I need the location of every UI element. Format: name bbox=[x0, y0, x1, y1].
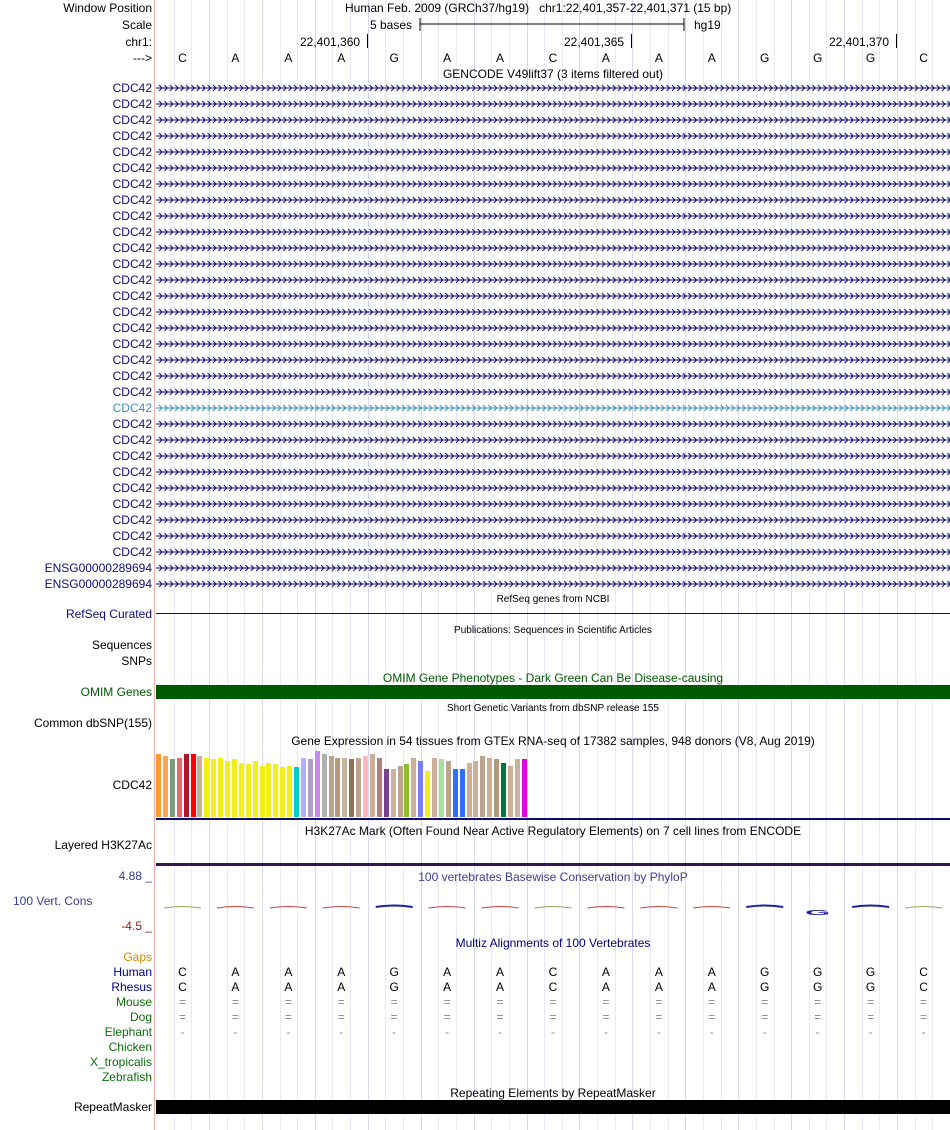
refseq-track-title: RefSeq genes from NCBI bbox=[496, 594, 610, 605]
gencode-transcript-line[interactable] bbox=[156, 451, 950, 461]
gencode-transcript-line[interactable] bbox=[156, 179, 950, 189]
tick-label-2: 22,401,365 bbox=[564, 35, 625, 49]
gtex-tissue-bar[interactable] bbox=[315, 751, 320, 817]
gtex-tissue-bar[interactable] bbox=[225, 761, 230, 817]
gtex-tissue-bar[interactable] bbox=[197, 756, 202, 817]
multiz-elephant-base: - bbox=[339, 1025, 344, 1039]
phylop-glyph bbox=[482, 907, 519, 909]
label-divider bbox=[154, 0, 155, 1130]
gtex-tissue-bar[interactable] bbox=[184, 754, 189, 817]
multiz-elephant-base: - bbox=[762, 1025, 767, 1039]
multiz-mouse-base: = bbox=[178, 995, 186, 1009]
gencode-transcript-line[interactable] bbox=[156, 211, 950, 221]
pubs-sequences-label[interactable]: Sequences bbox=[91, 638, 152, 652]
gtex-tissue-bar[interactable] bbox=[211, 759, 216, 817]
gencode-transcript-line[interactable] bbox=[156, 467, 950, 477]
ruler-base: A bbox=[443, 51, 452, 65]
pubs-snps-label[interactable]: SNPs bbox=[121, 654, 152, 668]
gencode-item-label[interactable]: CDC42 bbox=[112, 257, 152, 271]
gtex-tissue-bar[interactable] bbox=[363, 756, 368, 817]
gtex-tissue-bar[interactable] bbox=[439, 759, 444, 817]
gencode-item-label[interactable]: CDC42 bbox=[112, 337, 152, 351]
gencode-track-title: GENCODE V49lift37 (3 items filtered out) bbox=[442, 67, 664, 81]
multiz-mouse-base: = bbox=[602, 995, 610, 1009]
repeatmasker-track-label[interactable]: RepeatMasker bbox=[73, 1100, 152, 1114]
multiz-human-base: A bbox=[654, 965, 663, 979]
phylop-glyph bbox=[693, 907, 730, 909]
pubs-track-title: Publications: Sequences in Scientific Articles bbox=[454, 625, 652, 636]
multiz-rhesus-base: A bbox=[654, 980, 663, 994]
multiz-dog-base: = bbox=[496, 1010, 504, 1024]
gencode-transcript-line[interactable] bbox=[156, 147, 950, 157]
tick-label-1: 22,401,360 bbox=[300, 35, 361, 49]
multiz-dog-base: = bbox=[443, 1010, 451, 1024]
gencode-item-label[interactable]: CDC42 bbox=[112, 113, 152, 127]
tick-mark-1 bbox=[367, 34, 368, 48]
ruler-base: A bbox=[231, 51, 240, 65]
multiz-rhesus-base: A bbox=[601, 980, 610, 994]
multiz-rhesus-base: A bbox=[496, 980, 505, 994]
ruler-base: A bbox=[654, 51, 663, 65]
multiz-mouse-base: = bbox=[549, 995, 557, 1009]
multiz-species-label[interactable]: Chicken bbox=[108, 1040, 152, 1054]
gencode-item-label[interactable]: CDC42 bbox=[112, 353, 152, 367]
phylop-glyph bbox=[852, 906, 889, 908]
ruler-base: C bbox=[548, 51, 558, 65]
scale-label: Scale bbox=[121, 18, 152, 32]
dbsnp-track-label[interactable]: Common dbSNP(155) bbox=[33, 716, 152, 730]
gencode-item-label[interactable]: CDC42 bbox=[112, 161, 152, 175]
repeatmasker-track-title: Repeating Elements by RepeatMasker bbox=[450, 1086, 656, 1100]
omim-bar[interactable] bbox=[156, 685, 950, 699]
ruler-base: C bbox=[919, 51, 928, 65]
gtex-tissue-bar[interactable] bbox=[501, 763, 506, 817]
gencode-item-label[interactable]: CDC42 bbox=[112, 465, 152, 479]
phylop-glyph bbox=[270, 907, 307, 909]
gtex-tissue-bar[interactable] bbox=[446, 761, 451, 817]
multiz-mouse-base: = bbox=[496, 995, 504, 1009]
multiz-elephant-base: - bbox=[656, 1025, 661, 1039]
gencode-transcript-line[interactable] bbox=[156, 195, 950, 205]
gtex-tissue-bar[interactable] bbox=[239, 763, 244, 817]
multiz-species-label[interactable]: Dog bbox=[129, 1010, 152, 1024]
gtex-tissue-bar[interactable] bbox=[322, 754, 327, 817]
ruler-base: A bbox=[707, 51, 716, 65]
multiz-species-label[interactable]: Rhesus bbox=[111, 980, 152, 994]
multiz-human-base: A bbox=[231, 965, 240, 979]
gencode-transcript-line[interactable] bbox=[156, 99, 950, 109]
gtex-tissue-bar[interactable] bbox=[349, 759, 354, 817]
gencode-item-label[interactable]: CDC42 bbox=[112, 129, 152, 143]
gencode-transcript-line[interactable] bbox=[156, 547, 950, 557]
gtex-tissue-bar[interactable] bbox=[377, 758, 382, 817]
phylop-glyph bbox=[376, 906, 413, 908]
gtex-tissue-bar[interactable] bbox=[473, 761, 478, 817]
gtex-tissue-bar[interactable] bbox=[301, 758, 306, 817]
multiz-rhesus-base: G bbox=[760, 980, 770, 994]
gtex-tissue-bar[interactable] bbox=[163, 756, 168, 817]
gencode-transcript-line[interactable] bbox=[156, 515, 950, 525]
multiz-dog-base: = bbox=[867, 1010, 875, 1024]
multiz-elephant-base: - bbox=[815, 1025, 820, 1039]
multiz-rhesus-base: A bbox=[707, 980, 716, 994]
repeatmasker-bar[interactable] bbox=[156, 1100, 950, 1114]
multiz-rhesus-base: G bbox=[865, 980, 876, 994]
refseq-track-label[interactable]: RefSeq Curated bbox=[65, 607, 152, 621]
gencode-transcript-line[interactable] bbox=[156, 115, 950, 125]
phylop-glyph bbox=[429, 907, 466, 909]
multiz-dog-base: = bbox=[178, 1010, 186, 1024]
gtex-tissue-bar[interactable] bbox=[398, 766, 403, 817]
gtex-tissue-bar[interactable] bbox=[260, 766, 265, 817]
gencode-item-label[interactable]: CDC42 bbox=[112, 305, 152, 319]
chrom-label: chr1: bbox=[125, 35, 152, 49]
gtex-track-label[interactable]: CDC42 bbox=[112, 778, 152, 792]
multiz-elephant-base: - bbox=[868, 1025, 873, 1039]
gtex-tissue-bar[interactable] bbox=[218, 758, 223, 817]
gencode-item-label[interactable]: CDC42 bbox=[112, 385, 152, 399]
multiz-species-label[interactable]: Mouse bbox=[115, 995, 152, 1009]
multiz-dog-base: = bbox=[390, 1010, 398, 1024]
gencode-transcript-line[interactable] bbox=[156, 323, 950, 333]
multiz-mouse-base: = bbox=[337, 995, 345, 1009]
multiz-mouse-base: = bbox=[761, 995, 769, 1009]
tick-label-3: 22,401,370 bbox=[829, 35, 890, 49]
gencode-transcript-line[interactable] bbox=[156, 435, 950, 445]
gencode-item-label[interactable]: CDC42 bbox=[112, 81, 152, 95]
gencode-item-label[interactable]: CDC42 bbox=[112, 193, 152, 207]
phylop-track-label[interactable]: 100 Vert. Cons bbox=[13, 894, 93, 908]
multiz-elephant-base: - bbox=[498, 1025, 503, 1039]
gencode-transcript-line[interactable] bbox=[156, 387, 950, 397]
multiz-human-base: C bbox=[178, 965, 187, 979]
omim-track-title: OMIM Gene Phenotypes - Dark Green Can Be Disease-causing bbox=[382, 671, 724, 685]
gtex-tissue-bar[interactable] bbox=[370, 754, 375, 817]
gencode-transcript-line[interactable] bbox=[156, 131, 950, 141]
gtex-tissue-bar[interactable] bbox=[232, 759, 237, 817]
gtex-tissue-bar[interactable] bbox=[287, 766, 292, 817]
gencode-transcript-line[interactable] bbox=[156, 355, 950, 365]
multiz-dog-base: = bbox=[602, 1010, 610, 1024]
multiz-human-base: A bbox=[443, 965, 452, 979]
gtex-tissue-bar[interactable] bbox=[308, 759, 313, 817]
gencode-transcript-line[interactable] bbox=[156, 531, 950, 541]
gtex-tissue-bar[interactable] bbox=[508, 766, 513, 817]
multiz-mouse-base: = bbox=[284, 995, 292, 1009]
multiz-elephant-base: - bbox=[392, 1025, 397, 1039]
gencode-item-label[interactable]: CDC42 bbox=[112, 289, 152, 303]
multiz-rhesus-base: A bbox=[443, 980, 452, 994]
omim-track-label[interactable]: OMIM Genes bbox=[80, 685, 152, 699]
phylop-track-title: 100 vertebrates Basewise Conservation by PhyloP bbox=[418, 870, 688, 884]
gencode-item-label[interactable]: CDC42 bbox=[112, 241, 152, 255]
multiz-mouse-base: = bbox=[390, 995, 398, 1009]
gtex-tissue-bar[interactable] bbox=[480, 756, 485, 817]
gencode-item-label[interactable]: CDC42 bbox=[112, 97, 152, 111]
gencode-item-label[interactable]: CDC42 bbox=[112, 545, 152, 559]
phylop-signal bbox=[156, 895, 950, 921]
gencode-item-label[interactable]: ENSG00000289694 bbox=[44, 577, 152, 591]
phylop-min-label: -4.5 _ bbox=[121, 919, 152, 933]
gencode-item-label[interactable]: CDC42 bbox=[112, 369, 152, 383]
multiz-human-base: G bbox=[812, 965, 823, 979]
multiz-elephant-base: - bbox=[233, 1025, 238, 1039]
gencode-transcript-line[interactable] bbox=[156, 483, 950, 493]
multiz-human-base: G bbox=[865, 965, 876, 979]
gtex-tissue-bar[interactable] bbox=[177, 758, 182, 817]
gencode-transcript-line[interactable] bbox=[156, 275, 950, 285]
gencode-item-label[interactable]: CDC42 bbox=[112, 497, 152, 511]
multiz-rhesus-base: C bbox=[548, 980, 558, 994]
multiz-dog-base: = bbox=[761, 1010, 769, 1024]
gtex-tissue-bar[interactable] bbox=[280, 767, 285, 817]
gencode-item-label[interactable]: CDC42 bbox=[112, 145, 152, 159]
gtex-bar-chart[interactable] bbox=[156, 749, 556, 817]
multiz-rhesus-base: C bbox=[919, 980, 928, 994]
gtex-tissue-bar[interactable] bbox=[460, 769, 465, 817]
phylop-glyph: G bbox=[805, 908, 831, 917]
gencode-item-label[interactable]: CDC42 bbox=[112, 417, 152, 431]
gtex-tissue-bar[interactable] bbox=[487, 758, 492, 817]
multiz-human-base: G bbox=[389, 965, 399, 979]
gencode-item-label[interactable]: CDC42 bbox=[112, 209, 152, 223]
multiz-dog-base: = bbox=[284, 1010, 292, 1024]
phylop-glyph bbox=[164, 907, 201, 909]
phylop-glyph bbox=[535, 907, 572, 909]
ruler-base: C bbox=[178, 51, 187, 65]
phylop-glyph bbox=[746, 906, 783, 908]
gtex-tissue-bar[interactable] bbox=[246, 764, 251, 817]
gtex-tissue-bar[interactable] bbox=[356, 758, 361, 817]
gtex-tissue-bar[interactable] bbox=[273, 764, 278, 817]
h3k27ac-track-title: H3K27Ac Mark (Often Found Near Active Regulatory Elements) on 7 cell lines from ENCODE bbox=[304, 824, 802, 838]
gencode-transcript-line[interactable] bbox=[156, 307, 950, 317]
multiz-human-base: C bbox=[548, 965, 558, 979]
gtex-tissue-bar[interactable] bbox=[453, 769, 458, 817]
multiz-human-base: C bbox=[919, 965, 928, 979]
gtex-tissue-bar[interactable] bbox=[266, 763, 271, 817]
gtex-tissue-bar[interactable] bbox=[384, 769, 389, 817]
multiz-elephant-base: - bbox=[603, 1025, 608, 1039]
gtex-tissue-bar[interactable] bbox=[522, 759, 527, 817]
ruler-base: G bbox=[389, 51, 399, 65]
ruler-base: A bbox=[601, 51, 610, 65]
multiz-elephant-base: - bbox=[286, 1025, 291, 1039]
gencode-item-label[interactable]: CDC42 bbox=[112, 433, 152, 447]
phylop-glyph bbox=[217, 907, 254, 909]
multiz-mouse-base: = bbox=[231, 995, 239, 1009]
scale-text: 5 bases bbox=[370, 18, 413, 32]
multiz-rhesus-base: A bbox=[337, 980, 346, 994]
gencode-item-label[interactable]: ENSG00000289694 bbox=[44, 561, 152, 575]
gencode-item-label[interactable]: CDC42 bbox=[112, 449, 152, 463]
gencode-transcript-line[interactable] bbox=[156, 563, 950, 573]
gencode-transcript-line[interactable] bbox=[156, 499, 950, 509]
window-position-label: Window Position bbox=[63, 1, 152, 15]
gencode-transcript-line[interactable] bbox=[156, 419, 950, 429]
ruler-base: G bbox=[812, 51, 823, 65]
gencode-transcript-line[interactable] bbox=[156, 259, 950, 269]
gtex-tissue-bar[interactable] bbox=[204, 758, 209, 817]
gtex-tissue-bar[interactable] bbox=[425, 771, 430, 817]
multiz-dog-base: = bbox=[549, 1010, 557, 1024]
dbsnp-track-title: Short Genetic Variants from dbSNP release 155 bbox=[447, 703, 659, 714]
multiz-rhesus-base: A bbox=[284, 980, 293, 994]
gencode-item-label[interactable]: CDC42 bbox=[112, 177, 152, 191]
multiz-gaps-label[interactable]: Gaps bbox=[123, 950, 152, 964]
gtex-baseline bbox=[156, 818, 950, 820]
multiz-human-base: A bbox=[284, 965, 293, 979]
multiz-human-base: A bbox=[707, 965, 716, 979]
gencode-item-label[interactable]: CDC42 bbox=[112, 273, 152, 287]
ruler-base: A bbox=[284, 51, 293, 65]
multiz-mouse-base: = bbox=[814, 995, 822, 1009]
multiz-rhesus-base: A bbox=[231, 980, 240, 994]
multiz-dog-base: = bbox=[708, 1010, 716, 1024]
gtex-tissue-bar[interactable] bbox=[156, 754, 161, 817]
multiz-elephant-base: - bbox=[550, 1025, 555, 1039]
gencode-item-label[interactable]: CDC42 bbox=[112, 529, 152, 543]
multiz-elephant-base: - bbox=[445, 1025, 450, 1039]
gtex-tissue-bar[interactable] bbox=[432, 758, 437, 817]
strand-label: ---> bbox=[133, 51, 152, 65]
multiz-mouse-base: = bbox=[655, 995, 663, 1009]
gencode-item-label[interactable]: CDC42 bbox=[112, 225, 152, 239]
multiz-dog-base: = bbox=[231, 1010, 239, 1024]
multiz-human-base: A bbox=[601, 965, 610, 979]
gencode-item-label[interactable]: CDC42 bbox=[112, 321, 152, 335]
gtex-tissue-bar[interactable] bbox=[329, 756, 334, 817]
db-text: hg19 bbox=[694, 18, 721, 32]
phylop-glyph bbox=[905, 907, 942, 909]
multiz-mouse-base: = bbox=[920, 995, 928, 1009]
multiz-mouse-base: = bbox=[708, 995, 716, 1009]
gencode-transcript-line[interactable] bbox=[156, 339, 950, 349]
multiz-human-base: G bbox=[760, 965, 770, 979]
gencode-transcript-line[interactable] bbox=[156, 227, 950, 237]
gtex-tissue-bar[interactable] bbox=[170, 759, 175, 817]
gtex-tissue-bar[interactable] bbox=[342, 758, 347, 817]
multiz-elephant-base: - bbox=[180, 1025, 185, 1039]
multiz-elephant-base: - bbox=[921, 1025, 926, 1039]
gtex-tissue-bar[interactable] bbox=[404, 764, 409, 817]
ruler-base: G bbox=[865, 51, 876, 65]
multiz-dog-base: = bbox=[337, 1010, 345, 1024]
gtex-tissue-bar[interactable] bbox=[467, 763, 472, 817]
gtex-tissue-bar[interactable] bbox=[335, 758, 340, 817]
multiz-species-label[interactable]: Human bbox=[113, 965, 152, 979]
gencode-transcript-line[interactable] bbox=[156, 579, 950, 589]
gtex-tissue-bar[interactable] bbox=[191, 754, 196, 817]
multiz-mouse-base: = bbox=[867, 995, 875, 1009]
multiz-species-label[interactable]: X_tropicalis bbox=[89, 1055, 152, 1069]
multiz-mouse-base: = bbox=[443, 995, 451, 1009]
gtex-tissue-bar[interactable] bbox=[253, 761, 258, 817]
multiz-dog-base: = bbox=[920, 1010, 928, 1024]
multiz-elephant-base: - bbox=[709, 1025, 714, 1039]
multiz-dog-base: = bbox=[655, 1010, 663, 1024]
multiz-human-base: A bbox=[496, 965, 505, 979]
scale-bar bbox=[419, 16, 687, 34]
h3k27ac-track-label[interactable]: Layered H3K27Ac bbox=[54, 838, 152, 852]
multiz-track-title: Multiz Alignments of 100 Vertebrates bbox=[455, 936, 651, 950]
multiz-species-label[interactable]: Elephant bbox=[104, 1025, 152, 1039]
phylop-glyph bbox=[323, 907, 360, 909]
gtex-tissue-bar[interactable] bbox=[515, 759, 520, 817]
ruler-base: A bbox=[337, 51, 346, 65]
tick-mark-3 bbox=[896, 34, 897, 48]
multiz-rhesus-base: C bbox=[178, 980, 187, 994]
refseq-line[interactable] bbox=[156, 613, 950, 614]
multiz-rhesus-base: G bbox=[812, 980, 823, 994]
position-header[interactable] bbox=[345, 1, 731, 15]
multiz-species-label[interactable]: Zebrafish bbox=[101, 1070, 152, 1084]
gencode-transcript-line[interactable] bbox=[156, 163, 950, 173]
gtex-track-title: Gene Expression in 54 tissues from GTEx RNA-seq of 17382 samples, 948 donors (V8, Aug 2019) bbox=[291, 734, 815, 748]
multiz-human-base: A bbox=[337, 965, 346, 979]
phylop-glyph bbox=[587, 907, 624, 909]
gtex-tissue-bar[interactable] bbox=[294, 767, 299, 817]
gtex-tissue-bar[interactable] bbox=[418, 761, 423, 817]
assembly-text: Human Feb. 2009 (GRCh37/hg19) bbox=[345, 1, 530, 15]
gtex-tissue-bar[interactable] bbox=[411, 758, 416, 817]
multiz-dog-base: = bbox=[814, 1010, 822, 1024]
gencode-transcript-line[interactable] bbox=[156, 371, 950, 381]
gtex-tissue-bar[interactable] bbox=[494, 759, 499, 817]
gencode-transcript-line[interactable] bbox=[156, 403, 950, 413]
ruler-base: G bbox=[760, 51, 770, 65]
gencode-item-label[interactable]: CDC42 bbox=[112, 513, 152, 527]
gencode-transcript-line[interactable] bbox=[156, 83, 950, 93]
gencode-item-label[interactable]: CDC42 bbox=[112, 401, 152, 415]
phylop-max-label: 4.88 _ bbox=[118, 869, 152, 883]
gencode-item-label[interactable]: CDC42 bbox=[112, 481, 152, 495]
ruler-base: A bbox=[496, 51, 505, 65]
h3k27ac-signal-line bbox=[156, 863, 950, 866]
gtex-tissue-bar[interactable] bbox=[391, 769, 396, 817]
tick-mark-2 bbox=[631, 34, 632, 48]
phylop-glyph bbox=[640, 907, 677, 909]
gencode-transcript-line[interactable] bbox=[156, 243, 950, 253]
position-text: chr1:22,401,357-22,401,371 (15 bp) bbox=[539, 1, 732, 15]
gencode-transcript-line[interactable] bbox=[156, 291, 950, 301]
multiz-rhesus-base: G bbox=[389, 980, 399, 994]
